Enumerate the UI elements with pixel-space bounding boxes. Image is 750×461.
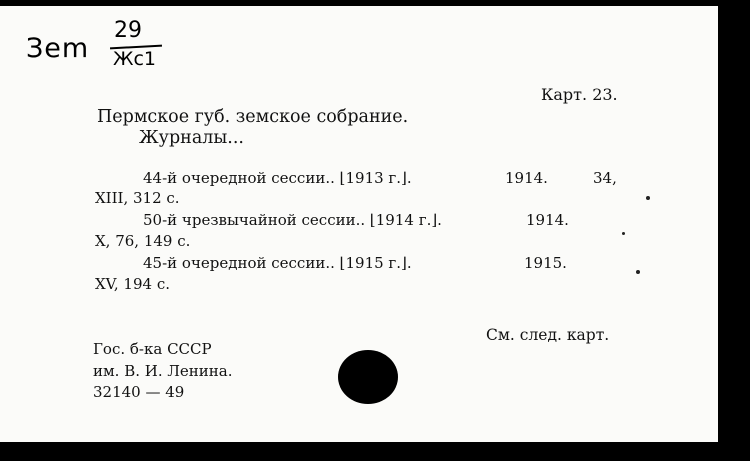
ink-speck [622, 232, 625, 235]
see-next-card: См. след. карт. [486, 326, 610, 344]
entry-3-pages: XV, 194 с. [95, 275, 170, 293]
entry-2-pages: X, 76, 149 с. [95, 232, 191, 250]
library-name-2: им. В. И. Ленина. [93, 362, 233, 380]
punch-hole [338, 350, 398, 404]
entry-1-extra: 34, [593, 169, 617, 187]
handwritten-fraction-bottom: Жс1 [113, 48, 157, 70]
entry-1-description: 44-й очередной сессии.. ⌊1913 г.⌋. [143, 169, 412, 187]
ink-speck [646, 196, 650, 200]
catalog-card [0, 6, 718, 442]
handwritten-prefix: Зem [26, 33, 90, 64]
entry-1-year: 1914. [505, 169, 548, 187]
entry-2-year: 1914. [526, 211, 569, 229]
entry-2-description: 50-й чрезвычайной сессии.. ⌊1914 г.⌋. [143, 211, 442, 229]
library-name: Гос. б-ка СССР [93, 340, 212, 358]
entry-1-pages: XIII, 312 с. [95, 189, 180, 207]
library-code: 32140 — 49 [93, 383, 185, 401]
card-number: Карт. 23. [541, 85, 618, 104]
card-subtitle: Журналы... [139, 128, 244, 148]
ink-speck [636, 270, 640, 274]
handwritten-fraction-top: 29 [114, 18, 142, 43]
card-title: Пермское губ. земское собрание. [97, 107, 409, 127]
entry-3-year: 1915. [524, 254, 567, 272]
entry-3-description: 45-й очередной сессии.. ⌊1915 г.⌋. [143, 254, 412, 272]
